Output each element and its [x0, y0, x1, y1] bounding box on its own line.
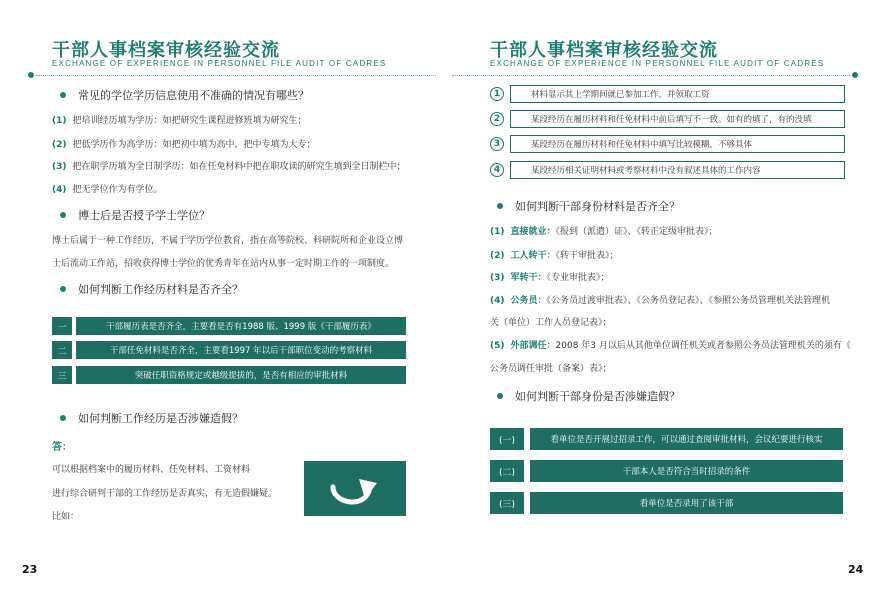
question-text: 常见的学位学历信息使用不准确的情况有哪些？: [78, 89, 309, 102]
paragraph-line: 士后流动工作站，招收获得博士学位的优秀青年在站内从事一定时期工作的一项制度。: [52, 259, 395, 269]
left-page-subtitle: EXCHANGE OF EXPERIENCE IN PERSONNEL FILE AUDIT OF CADRES: [52, 59, 387, 68]
question-text: 如何判断工作经历材料是否齐全？: [78, 283, 243, 296]
bullet-dot: [60, 92, 66, 98]
list-item-continuation: 公务员调任审批（备案）表》；: [490, 364, 612, 374]
criterion-bar: 突破任职资格规定或越级提拔的，是否有相应的审批材料: [76, 366, 406, 384]
question-postdoc: [60, 207, 210, 223]
bullet-dot: [60, 415, 66, 421]
number-circle: 3: [490, 137, 504, 151]
right-page-title: 干部人事档案审核经验交流: [490, 40, 718, 61]
bullet-dot: [60, 212, 66, 218]
paragraph-line: 进行综合研判干部的工作经历是否真实，有无造假嫌疑。: [52, 489, 278, 499]
question-text: 如何判断干部身份材料是否齐全？: [515, 200, 680, 213]
list-item-continuation: 关（单位）工作人员登记表》；: [490, 318, 612, 328]
evidence-box: 某段经历在履历材料和任免材料中前后填写不一致。如有的填了，有的没填: [510, 110, 845, 128]
list-item: (2) 把低学历作为高学历：如把初中填为高中，把中专填为大专；: [52, 140, 316, 150]
list-item: (1) 直接就业：《报到（派遣）证》、《转正定级审批表》；: [490, 227, 718, 237]
criterion-bar: 看单位是否录用了该干部: [530, 492, 843, 514]
right-page-subtitle: EXCHANGE OF EXPERIENCE IN PERSONNEL FILE AUDIT OF CADRES: [490, 59, 825, 68]
right-header-divider: [452, 75, 850, 76]
bar-badge: (二): [490, 460, 524, 482]
list-item: (4) 公务员：《公务员过渡审批表》、《公务员登记表》、《参照公务员管理机关法管理机: [490, 296, 831, 306]
paragraph-line: 可以根据档案中的履历材料、任免材料、工资材料: [52, 465, 251, 475]
bullet-dot: [497, 203, 503, 209]
criterion-bar: 干部本人是否符合当时招录的条件: [530, 460, 843, 482]
return-arrow-tile: [304, 461, 406, 516]
left-header-divider: [36, 75, 436, 76]
page-number-right: 24: [848, 563, 864, 576]
list-item: (2) 工人转干：《转干审批表》；: [490, 251, 619, 261]
list-item: (3) 把在职学历填为全日制学历：如在任免材料中把在职攻读的研究生填到全日制栏中；: [52, 162, 406, 172]
number-circle: 4: [490, 163, 504, 177]
paragraph-line: 比如：: [52, 512, 80, 522]
question-text: 博士后是否授予学士学位？: [78, 209, 210, 222]
answer-label: 答：: [52, 442, 72, 453]
question-identity-materials: [497, 198, 680, 214]
paragraph-line: 博士后属于一种工作经历，不属于学历学位教育，指在高等院校、科研院所和企业设立博: [52, 236, 404, 246]
list-item: (1) 把培训经历填为学历：如把研究生课程进修班填为研究生；: [52, 116, 307, 126]
list-item: (5) 外部调任：2008 年3 月以后从其他单位调任机关或者参照公务员法管理机关的须有《: [490, 341, 851, 351]
right-dotline-cap: [852, 72, 858, 78]
question-identity-fraud: [497, 388, 680, 404]
question-text: 如何判断工作经历是否涉嫌造假？: [78, 412, 243, 425]
question-work-fraud: [60, 410, 243, 426]
evidence-box: 某段经历相关证明材料或考察材料中没有叙述具体的工作内容: [510, 161, 845, 179]
bar-badge: (一): [490, 428, 524, 450]
question-text: 如何判断干部身份是否涉嫌造假？: [515, 390, 680, 403]
number-circle: 1: [490, 87, 504, 101]
bullet-dot: [60, 286, 66, 292]
criterion-bar: 看单位是否开展过招录工作，可以通过查阅审批材料，会议纪要进行核实: [530, 428, 843, 450]
list-item: (3) 军转干：《专业审批表》；: [490, 273, 610, 283]
bar-badge: 二: [52, 341, 72, 359]
left-page-title: 干部人事档案审核经验交流: [52, 40, 280, 61]
bullet-dot: [497, 393, 503, 399]
evidence-box: 材料显示其上学期间就已参加工作，并领取工资: [510, 85, 845, 103]
bar-badge: 一: [52, 317, 72, 335]
list-item: (4) 把无学位作为有学位。: [52, 185, 163, 195]
bar-badge: 三: [52, 366, 72, 384]
bar-badge: (三): [490, 492, 524, 514]
left-dotline-cap: [28, 72, 34, 78]
page-number-left: 23: [22, 563, 38, 576]
criterion-bar: 干部任免材料是否齐全，主要看1997 年以后干部职位变动的考察材料: [76, 341, 406, 359]
criterion-bar: 干部履历表是否齐全，主要看是否有1988 版、1999 版《干部履历表》: [76, 317, 406, 335]
question-degree-misuse: [60, 87, 309, 103]
evidence-box: 某段经历在履历材料和任免材料中填写比较模糊，不够具体: [510, 135, 845, 153]
question-work-materials: [60, 281, 243, 297]
curved-return-arrow-icon: [329, 469, 381, 509]
number-circle: 2: [490, 112, 504, 126]
